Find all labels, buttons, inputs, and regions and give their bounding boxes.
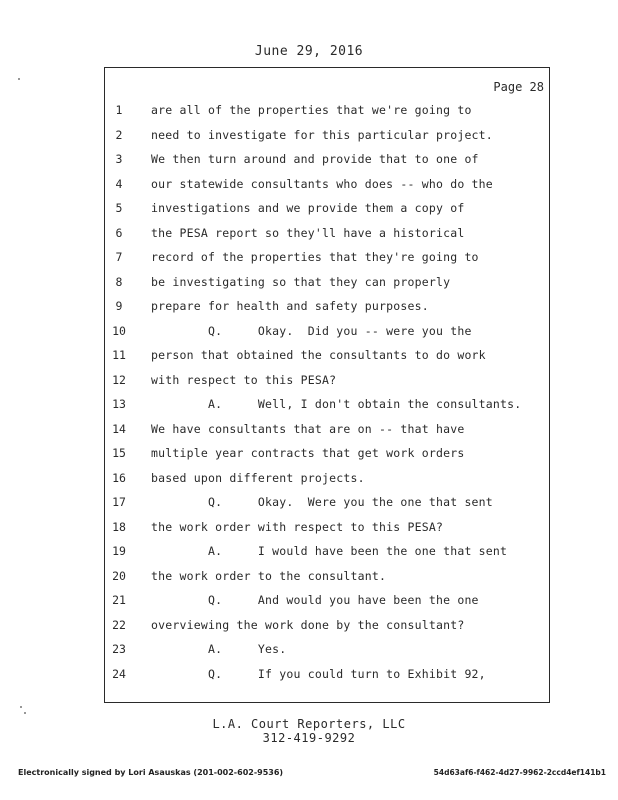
line-text: A. I would have been the one that sent bbox=[151, 544, 508, 558]
transcript-line bbox=[0, 175, 618, 200]
transcript-line bbox=[0, 493, 618, 518]
transcript-line bbox=[0, 248, 618, 273]
line-number: 15 bbox=[112, 446, 126, 460]
line-number: 10 bbox=[112, 323, 126, 338]
transcript-line bbox=[0, 395, 618, 420]
line-number: 22 bbox=[112, 617, 126, 632]
line-number: 5 bbox=[115, 201, 123, 215]
line-text: overviewing the work done by the consultant? bbox=[151, 617, 465, 632]
line-text: Q. Okay. Were you the one that sent bbox=[151, 495, 493, 509]
line-text: We then turn around and provide that to one of bbox=[151, 152, 479, 166]
transcript-line bbox=[0, 101, 618, 126]
line-number: 16 bbox=[112, 470, 126, 485]
line-number: 23 bbox=[112, 642, 126, 656]
scan-speck bbox=[24, 712, 26, 714]
line-number: 7 bbox=[115, 250, 123, 264]
deposition-date: June 29, 2016 bbox=[254, 44, 364, 59]
transcript-lines bbox=[0, 101, 618, 689]
transcript-line bbox=[0, 444, 618, 469]
transcript-line bbox=[0, 150, 618, 175]
transcript-line bbox=[0, 199, 618, 224]
line-text: with respect to this PESA? bbox=[151, 372, 337, 387]
line-text: A. Well, I don't obtain the consultants. bbox=[151, 397, 522, 411]
transcript-line bbox=[0, 346, 618, 371]
transcript-line bbox=[0, 224, 618, 249]
line-text: person that obtained the consultants to do work bbox=[151, 348, 486, 362]
line-text: prepare for health and safety purposes. bbox=[151, 299, 429, 313]
line-text: be investigating so that they can properly bbox=[151, 274, 451, 289]
line-number: 13 bbox=[112, 397, 126, 411]
transcript-line bbox=[0, 542, 618, 567]
scan-speck bbox=[20, 706, 22, 708]
line-text: record of the properties that they're going to bbox=[151, 250, 479, 264]
line-text: multiple year contracts that get work orders bbox=[151, 446, 465, 460]
line-number: 21 bbox=[112, 593, 126, 607]
transcript-line bbox=[0, 420, 618, 445]
line-number: 20 bbox=[112, 568, 126, 583]
line-number: 6 bbox=[115, 225, 123, 240]
line-text: the PESA report so they'll have a historical bbox=[151, 225, 465, 240]
line-number: 14 bbox=[112, 421, 126, 436]
line-number: 18 bbox=[112, 519, 126, 534]
line-number: 12 bbox=[112, 372, 126, 387]
transcript-line bbox=[0, 616, 618, 641]
transcript-line bbox=[0, 567, 618, 592]
transcript-line bbox=[0, 591, 618, 616]
line-text: Q. And would you have been the one bbox=[151, 593, 479, 607]
page-number: Page 28 bbox=[493, 80, 544, 94]
line-text: based upon different projects. bbox=[151, 470, 365, 485]
court-reporter-name: L.A. Court Reporters, LLC bbox=[212, 717, 406, 731]
line-text: the work order with respect to this PESA? bbox=[151, 519, 444, 534]
line-text: A. Yes. bbox=[151, 642, 287, 656]
court-reporter-phone: 312-419-9292 bbox=[262, 731, 356, 745]
line-text: investigations and we provide them a copy of bbox=[151, 201, 465, 215]
line-text: Q. If you could turn to Exhibit 92, bbox=[151, 666, 486, 681]
transcript-line bbox=[0, 665, 618, 690]
transcript-line bbox=[0, 469, 618, 494]
scan-speck bbox=[18, 78, 20, 80]
line-text: are all of the properties that we're going to bbox=[151, 103, 472, 117]
court-reporter-footer bbox=[0, 717, 618, 745]
line-number: 19 bbox=[112, 544, 126, 558]
transcript-line bbox=[0, 322, 618, 347]
transcript-line bbox=[0, 126, 618, 151]
line-number: 9 bbox=[115, 299, 123, 313]
line-text: Q. Okay. Did you -- were you the bbox=[151, 323, 472, 338]
line-text: our statewide consultants who does -- who do the bbox=[151, 176, 493, 191]
transcript-line bbox=[0, 518, 618, 543]
transcript-line bbox=[0, 640, 618, 665]
line-number: 24 bbox=[112, 666, 126, 681]
line-number: 17 bbox=[112, 495, 126, 509]
line-number: 1 bbox=[115, 103, 123, 117]
line-number: 8 bbox=[115, 274, 123, 289]
line-number: 4 bbox=[115, 176, 123, 191]
line-number: 3 bbox=[115, 152, 123, 166]
line-text: need to investigate for this particular project. bbox=[151, 127, 493, 142]
transcript-line bbox=[0, 297, 618, 322]
electronic-signature-note: Electronically signed by Lori Asauskas (201-002-602-9536) bbox=[18, 768, 284, 777]
document-hash-id: 54d63af6-f462-4d27-9962-2ccd4ef141b1 bbox=[433, 768, 606, 777]
transcript-line bbox=[0, 273, 618, 298]
line-text: We have consultants that are on -- that have bbox=[151, 421, 465, 436]
transcript-line bbox=[0, 371, 618, 396]
line-number: 2 bbox=[115, 127, 123, 142]
line-number: 11 bbox=[112, 348, 126, 362]
line-text: the work order to the consultant. bbox=[151, 568, 387, 583]
